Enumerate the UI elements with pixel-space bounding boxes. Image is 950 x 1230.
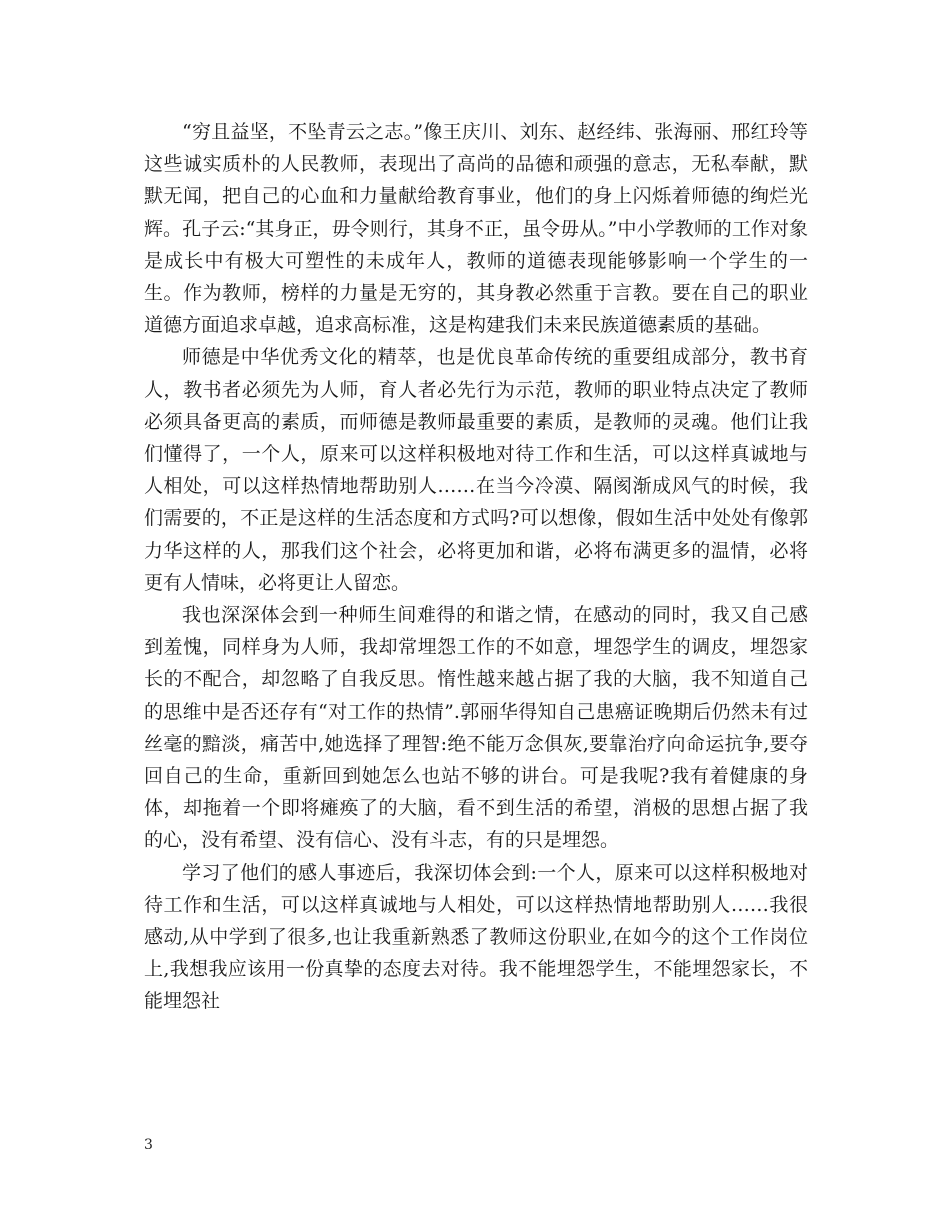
paragraph-4: 学习了他们的感人事迹后，我深切体会到:一个人，原来可以这样积极地对待工作和生活，可以这样真诚地与人相处，可以这样热情地帮助别人……我很感动,从中学到了很多,也让我重新熟悉了教师这份职业,在如今的这个工作岗位上,我想我应该用一份真挚的态度去对待。我不能埋怨学生，不能埋怨家长，不能埋怨社 [144, 861, 808, 1013]
body-text [144, 116, 808, 1018]
paragraph-2: 师德是中华优秀文化的精萃，也是优良革命传统的重要组成部分，教书育人，教书者必须先为人师，育人者必先行为示范，教师的职业特点决定了教师必须具备更高的素质，而师德是教师最重要的素质，是教师的灵魂。他们让我们懂得了，一个人，原来可以这样积极地对待工作和生活，可以这样真诚地与人相处，可以这样热情地帮助别人……在当今冷漠、隔阂渐成风气的时候，我们需要的，不正是这样的生活态度和方式吗?可以想像，假如生活中处处有像郭力华这样的人，那我们这个社会，必将更加和谐，必将布满更多的温情，必将更有人情味，必将更让人留恋。 [144, 346, 808, 594]
paragraph-3: 我也深深体会到一种师生间难得的和谐之情，在感动的同时，我又自己感到羞愧，同样身为人师，我却常埋怨工作的不如意，埋怨学生的调皮，埋怨家长的不配合，却忽略了自我反思。惰性越来越占据了我的大脑，我不知道自己的思维中是否还存有“对工作的热情”.郭丽华得知自己患癌证晚期后仍然未有过丝毫的黯淡，痛苦中,她选择了理智:绝不能万念俱灰,要靠治疗向命运抗争,要夺回自己的生命，重新回到她怎么也站不够的讲台。可是我呢?我有着健康的身体，却拖着一个即将瘫痪了的大脑，看不到生活的希望，消极的思想占据了我的心，没有希望、没有信心、没有斗志，有的只是埋怨。 [144, 604, 808, 852]
paragraph-1: “穷且益坚，不坠青云之志。”像王庆川、刘东、赵经纬、张海丽、邢红玲等这些诚实质朴的人民教师，表现出了高尚的品德和顽强的意志，无私奉献，默默无闻，把自己的心血和力量献给教育事业，他们的身上闪烁着师德的绚烂光辉。孔子云:“其身正，毋令则行，其身不正，虽令毋从。”中小学教师的工作对象是成长中有极大可塑性的未成年人，教师的道德表现能够影响一个学生的一生。作为教师，榜样的力量是无穷的，其身教必然重于言教。要在自己的职业道德方面追求卓越，追求高标准，这是构建我们未来民族道德素质的基础。 [144, 121, 808, 337]
page-number: 3 [144, 1137, 153, 1153]
